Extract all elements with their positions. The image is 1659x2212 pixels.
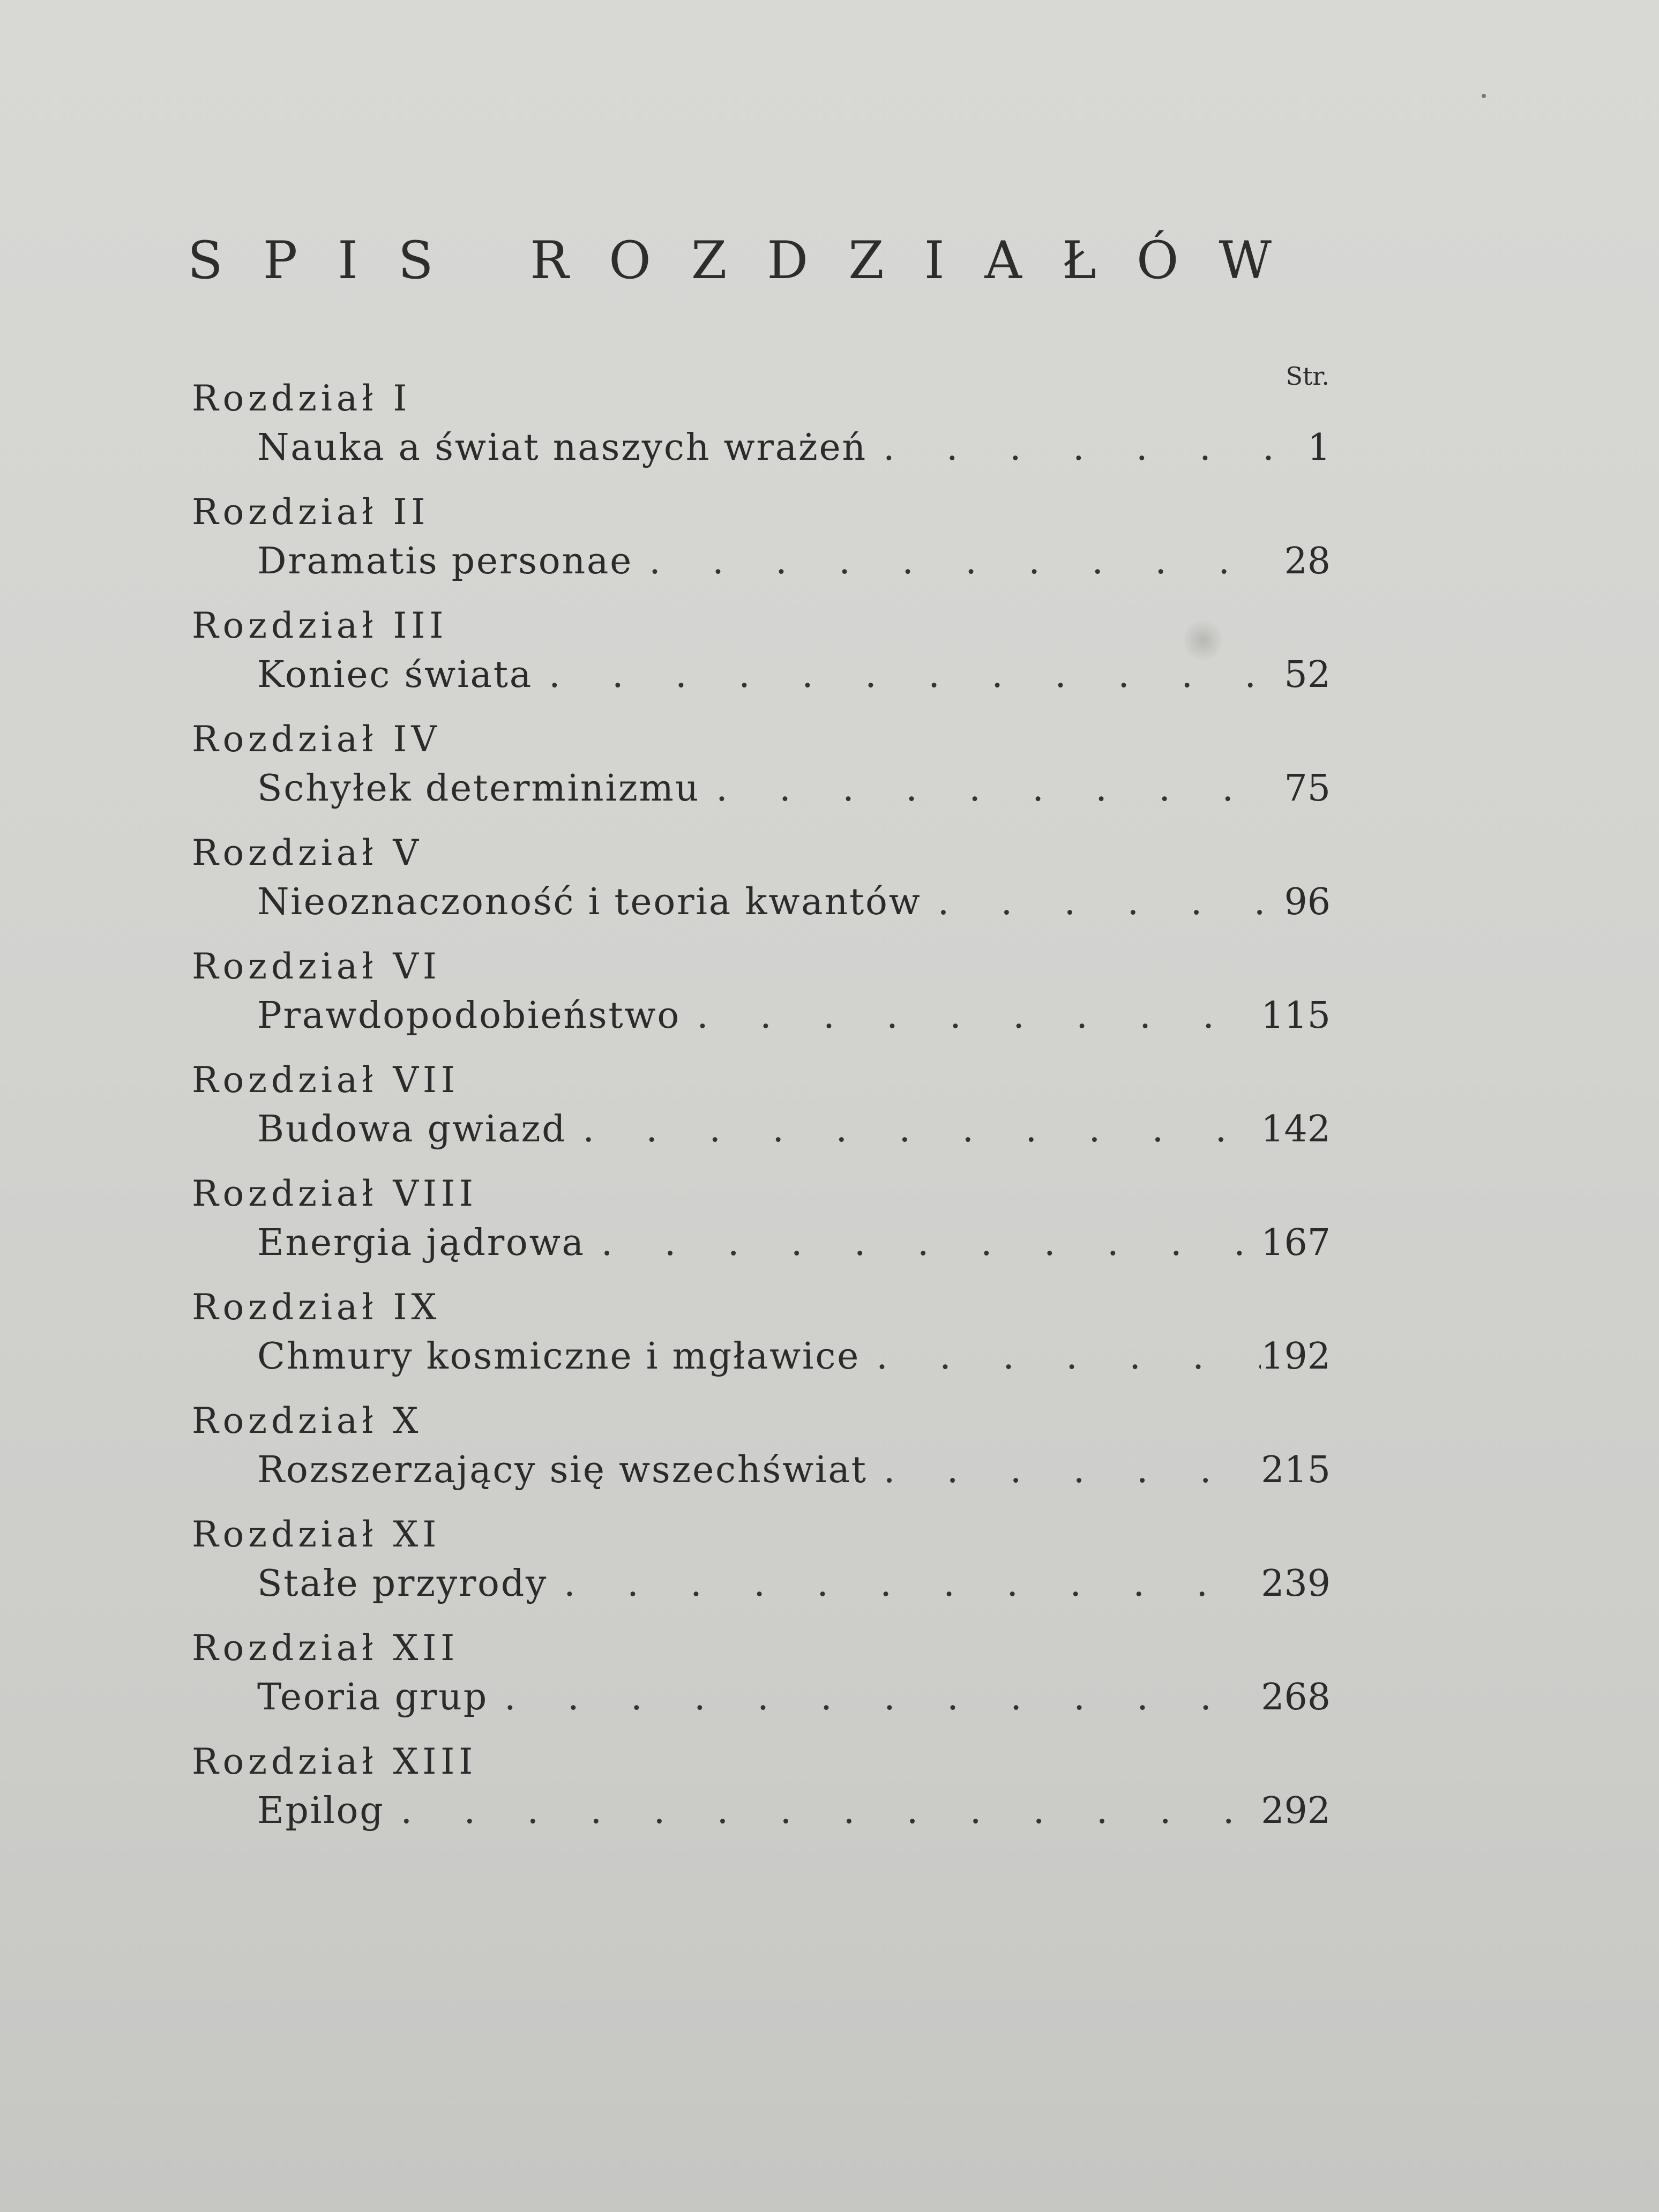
page-number: 1 xyxy=(1307,427,1331,469)
chapter-label: Rozdział V xyxy=(192,832,423,873)
dot-leader xyxy=(400,1785,1261,1837)
paper-speck xyxy=(1482,94,1486,98)
toc-line xyxy=(257,1672,1331,1723)
toc-entry xyxy=(192,602,1331,716)
chapter-label: Rozdział X xyxy=(192,1400,423,1441)
chapter-label: Rozdział III xyxy=(192,605,448,646)
toc-line xyxy=(257,422,1331,474)
table-of-contents xyxy=(192,375,1331,1852)
dot-leader xyxy=(883,422,1282,474)
toc-line xyxy=(257,763,1331,814)
chapter-title: Epilog xyxy=(257,1790,385,1832)
toc-line xyxy=(257,1217,1331,1269)
chapter-title: Rozszerzający się wszechświat xyxy=(257,1449,868,1491)
page-number: 28 xyxy=(1284,540,1331,582)
chapter-label: Rozdział VIII xyxy=(192,1173,477,1214)
chapter-label: Rozdział VII xyxy=(192,1059,459,1101)
page-number: 215 xyxy=(1261,1449,1331,1491)
chapter-label: Rozdział XII xyxy=(192,1627,459,1669)
dot-leader xyxy=(884,1445,1261,1496)
dot-leader xyxy=(564,1558,1261,1610)
toc-line xyxy=(257,1104,1331,1155)
toc-entry xyxy=(192,829,1331,943)
toc-line xyxy=(257,877,1331,928)
page-number: 52 xyxy=(1284,654,1331,696)
dot-leader xyxy=(938,877,1282,928)
chapter-title: Stałe przyrody xyxy=(257,1563,548,1605)
toc-entry xyxy=(192,1625,1331,1738)
page-number: 268 xyxy=(1261,1676,1331,1718)
page-number: 192 xyxy=(1261,1335,1331,1378)
page-column-label: Str. xyxy=(1286,362,1329,391)
page-number: 115 xyxy=(1261,995,1331,1037)
toc-line xyxy=(257,1331,1331,1382)
chapter-label: Rozdział XIII xyxy=(192,1741,477,1782)
chapter-label: Rozdział I xyxy=(192,378,412,419)
dot-leader xyxy=(697,990,1261,1042)
toc-entry xyxy=(192,943,1331,1057)
page-number: 167 xyxy=(1261,1222,1331,1264)
toc-entry xyxy=(192,1170,1331,1284)
toc-entry xyxy=(192,489,1331,602)
chapter-label: Rozdział XI xyxy=(192,1514,441,1555)
chapter-title: Schyłek determinizmu xyxy=(257,767,700,810)
chapter-title: Energia jądrowa xyxy=(257,1222,585,1264)
page-number: 292 xyxy=(1261,1790,1331,1832)
toc-line xyxy=(257,1785,1331,1837)
dot-leader xyxy=(601,1217,1261,1269)
page-title: SPIS ROZDZIAŁÓW xyxy=(188,230,1312,290)
chapter-title: Teoria grup xyxy=(257,1676,488,1718)
chapter-title: Nauka a świat naszych wrażeń xyxy=(257,427,867,469)
toc-line xyxy=(257,1445,1331,1496)
chapter-label: Rozdział IX xyxy=(192,1287,441,1328)
dot-leader xyxy=(876,1331,1261,1382)
toc-entry xyxy=(192,1284,1331,1398)
toc-line xyxy=(257,1558,1331,1610)
chapter-label: Rozdział IV xyxy=(192,719,441,760)
chapter-title: Budowa gwiazd xyxy=(257,1108,567,1150)
dot-leader xyxy=(549,649,1282,701)
toc-entry xyxy=(192,1398,1331,1511)
chapter-title: Dramatis personae xyxy=(257,540,633,582)
chapter-title: Koniec świata xyxy=(257,654,533,696)
chapter-title: Chmury kosmiczne i mgławice xyxy=(257,1335,861,1378)
chapter-label: Rozdział II xyxy=(192,491,430,533)
toc-entry xyxy=(192,1738,1331,1852)
dot-leader xyxy=(649,536,1282,587)
page-number: 142 xyxy=(1261,1108,1331,1150)
chapter-title: Nieoznaczoność i teoria kwantów xyxy=(257,881,922,923)
toc-entry xyxy=(192,375,1331,489)
toc-line xyxy=(257,536,1331,587)
page-number: 75 xyxy=(1284,767,1331,810)
dot-leader xyxy=(582,1104,1261,1155)
chapter-label: Rozdział VI xyxy=(192,946,441,987)
toc-line xyxy=(257,649,1331,701)
toc-entry xyxy=(192,716,1331,829)
toc-line xyxy=(257,990,1331,1042)
toc-entry xyxy=(192,1511,1331,1625)
toc-entry xyxy=(192,1057,1331,1170)
dot-leader xyxy=(504,1672,1261,1723)
chapter-title: Prawdopodobieństwo xyxy=(257,995,681,1037)
page-number: 239 xyxy=(1261,1563,1331,1605)
page-number: 96 xyxy=(1284,881,1331,923)
dot-leader xyxy=(716,763,1282,814)
